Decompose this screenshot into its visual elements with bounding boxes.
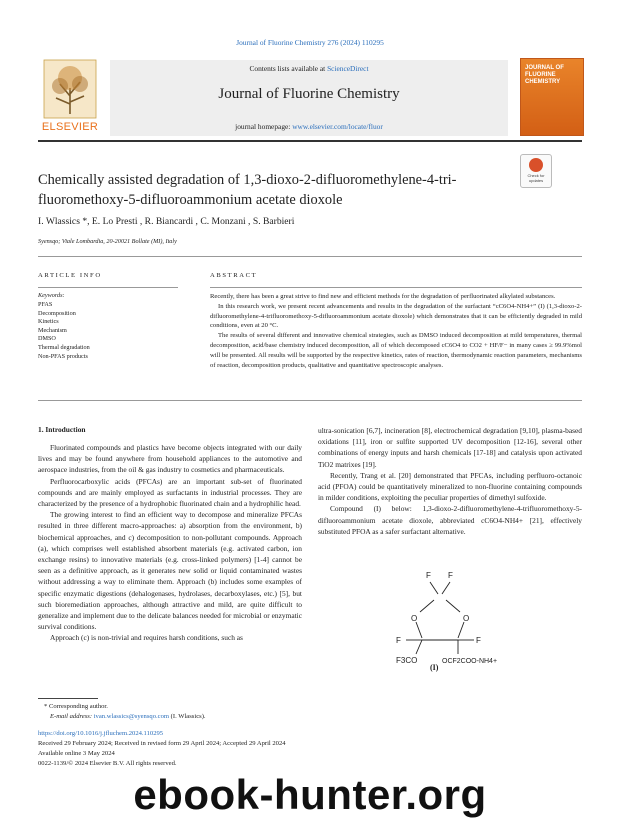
abstract-heading: ABSTRACT <box>210 272 258 279</box>
atom-label: F <box>448 571 453 580</box>
keyword: Kinetics <box>38 318 59 326</box>
body-paragraph: The growing interest to find an efficient way to decompose and mineralize PFCAs resulted in three different macro-approaches: a) absorption from the environment, b) biochemical approaches, and c) decomposition to non-pollutant compounds. Approach (a), which comprises well established absorbent materials (e.g. activated carbon, ion exchange resins) to innovative materials (e.g. cross-linked polymers) [1-4] cannot be seen as a definitive approach, as it generates new solid or liquid contaminated wastes without addressing a way to eliminate them. Approach (b) includes some examples of specific enzymatic digestions (dehalogenases, hydrolases, decarboxylases, etc.) [5], but such bioremediation approaches, although attractive and mild, are quite difficult to generalize and implement due to the delicate balances needed for microbial or enzymatic survival conditions. <box>38 510 302 632</box>
journal-citation[interactable]: Journal of Fluorine Chemistry 276 (2024) 110295 <box>236 38 384 47</box>
received-dates: Received 29 February 2024; Received in revised form 29 April 2024; Accepted 29 April 2024 <box>38 740 286 747</box>
abstract-bottom-divider <box>38 400 582 401</box>
body-paragraph: Recently, Trang et al. [20] demonstrated that PFCAs, including perfluoro-octanoic acid (PFOA) could be quantitatively mineralized to non-fluorine containing compounds in milder conditions, exploiting the peculiar properties of dimethyl sulfoxide. <box>318 470 582 503</box>
atom-label: F <box>396 636 401 645</box>
footnote-divider <box>38 698 98 699</box>
keyword: Thermal degradation <box>38 343 90 351</box>
atom-label: O <box>411 614 418 623</box>
molecule-caption: (I) <box>430 663 439 672</box>
abstract-paragraph: Recently, there has been a great strive to find new and efficient methods for the degradation of perfluorinated alkylated substances. <box>210 293 556 300</box>
article-info-divider <box>38 287 178 288</box>
author-email-link[interactable]: ivan.wlassics@syensqo.com <box>93 713 170 720</box>
keyword: Non-PFAS products <box>38 352 88 360</box>
abstract-paragraph: The results of several different and innovative chemical strategies, such as DMSO induced decomposition at mild temperatures, thermal decomposition, acid/base chemistry induced decomposition, all of which decomposed cC6O4 to CO2 + HF/F− in many cases ≥ 99.9%mol will be presented. All results will be supported by the respective kinetics, rates of reaction, thermodynamic reaction parameters, mechanisms of reaction, decomposition products, qualitative and quantitative spectroscopic analyses. <box>210 332 582 369</box>
atom-label: O <box>463 614 470 623</box>
author-list: I. Wlassics *, E. Lo Presti , R. Biancardi , C. Monzani , S. Barbieri <box>38 216 295 227</box>
keyword: PFAS <box>38 301 53 308</box>
header-divider <box>38 140 582 142</box>
body-paragraph: ultra-sonication [6,7], incineration [8], electrochemical degradation [9,10], plasma-based oxidations [11], iron or sulfite supported UV decomposition [12-16], several other combinations of energy inputs and harsh chemicals [17-18] and catalysis upon activated TiO2 matrixes [19]. <box>318 426 582 469</box>
body-paragraph: Compound (I) below: 1,3-dioxo-2-difluoromethylene-4-trifluoromethoxy-5-difluoroammonium acetate dioxole, abbreviated cC6O4-NH4+ [21], effectively substituted PFOA as a safer surfactant alternative. <box>318 504 582 536</box>
watermark-text: ebook-hunter.org <box>133 771 487 818</box>
keyword: DMSO <box>38 335 56 343</box>
atom-label: F <box>426 571 431 580</box>
article-info-heading: ARTICLE INFO <box>38 272 102 279</box>
journal-homepage-link[interactable]: www.elsevier.com/locate/fluor <box>292 122 383 131</box>
atom-label: OCF2COO-NH4+ <box>442 658 498 665</box>
atom-label: F3CO <box>396 656 418 665</box>
corresponding-author-note: * Corresponding author. <box>44 703 108 710</box>
cover-title: JOURNAL OF FLUORINE CHEMISTRY <box>525 65 564 85</box>
paper-title: Chemically assisted degradation of 1,3-dioxo-2-difluoromethylene-4-tri-fluoromethoxy-5-difluoroammonium acetate dioxole <box>38 172 457 208</box>
body-right-column <box>318 425 582 537</box>
body-paragraph: Perfluorocarboxylic acids (PFCAs) are an important sub-set of fluorinated compounds and are mainly employed as surfactants in industrial processes. They are characterized by the presence of a hydrophobic fluorinated chain and a hydrophilic head. <box>38 476 302 509</box>
update-icon <box>529 158 543 172</box>
body-paragraph: Approach (c) is non-trivial and requires harsh conditions, such as <box>50 633 243 643</box>
email-footnote: E-mail address: ivan.wlassics@syensqo.com (I. Wlassics). <box>50 713 206 720</box>
journal-cover-thumbnail[interactable] <box>520 58 584 136</box>
abstract-divider <box>210 287 582 288</box>
sciencedirect-link[interactable]: ScienceDirect <box>327 64 369 73</box>
section-heading-introduction: 1. Introduction <box>38 425 86 434</box>
atom-label: F <box>476 636 481 645</box>
body-paragraph: Fluorinated compounds and plastics have become objects integrated with our daily lives and may be found anywhere from household appliances to the automotive and aerospace industries, from the oil & gas industry to cosmetics and pharmaceuticals. <box>38 443 302 475</box>
abstract-paragraph: In this research work, we present recent advancements and results in the degradation of the surfactant “cC6O4-NH4+” (I) (1,3-dioxo-2-difluoromethylene-4-trifluoromethoxy-5-difluoroammonium acetate dioxole) which demonstrates that it can be efficiently degraded in mild conditions, even at 20 °C. <box>210 302 582 330</box>
body-left-column <box>38 442 302 644</box>
keyword-list <box>38 301 90 361</box>
keyword: Mechanism <box>38 326 67 334</box>
copyright-line: 0022-1139/© 2024 Elsevier B.V. All rights reserved. <box>38 760 177 767</box>
contents-available-line: Contents lists available at ScienceDirect <box>249 64 369 73</box>
affiliation: Syensqo; Viale Lombardia, 20-20021 Bollate (MI), Italy <box>38 238 177 245</box>
abstract-text <box>210 292 582 370</box>
molecule-structure-diagram <box>384 560 504 675</box>
keyword: Decomposition <box>38 309 76 317</box>
journal-title: Journal of Fluorine Chemistry <box>218 86 400 102</box>
doi-link[interactable]: https://doi.org/10.1016/j.jfluchem.2024.110295 <box>38 730 164 737</box>
keywords-label: Keywords: <box>38 292 65 299</box>
publisher-wordmark[interactable]: ELSEVIER <box>41 121 99 133</box>
title-divider <box>38 256 582 257</box>
journal-homepage-line: journal homepage: www.elsevier.com/locate/fluor <box>235 122 383 131</box>
check-for-updates-badge[interactable]: Check for updates <box>520 154 552 188</box>
available-online-date: Available online 3 May 2024 <box>38 750 115 757</box>
